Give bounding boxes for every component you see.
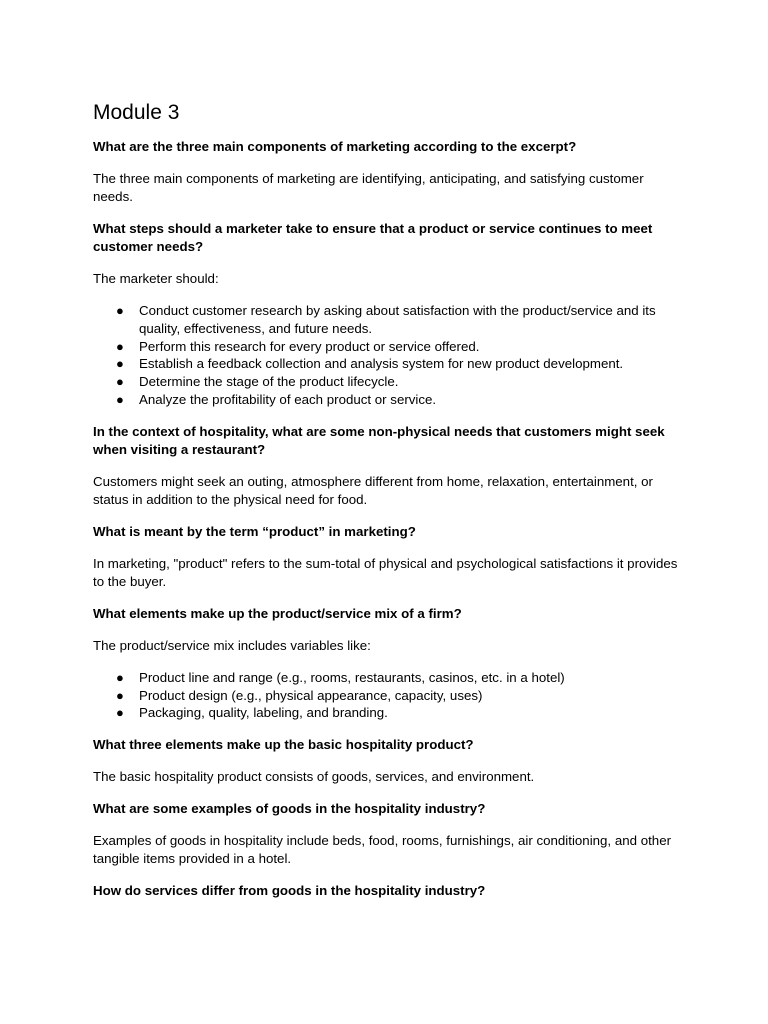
bullet-list-1 [93,302,683,409]
question-0: What are the three main components of marketing according to the excerpt? [93,139,577,154]
list-item [93,704,683,722]
list-item [93,391,683,409]
answer-2: Customers might seek an outing, atmosphere different from home, relaxation, entertainment, or status in addition to the physical need for food. [93,473,653,507]
question-2: In the context of hospitality, what are some non-physical needs that customers might seek when visiting a restaurant? [93,423,665,457]
answer-4: The product/service mix includes variables like: [93,637,371,653]
bullet-icon: ● [116,338,124,354]
bullet-icon: ● [116,687,124,703]
bullet-icon: ● [116,391,124,407]
list-item [93,338,683,356]
answer-3: In marketing, "product" refers to the sum-total of physical and psychological satisfactions it provides to the buyer. [93,555,678,589]
list-item-text: Conduct customer research by asking about satisfaction with the product/service and its quality, effectiveness, and future needs. [139,303,656,336]
list-item-text: Product line and range (e.g., rooms, restaurants, casinos, etc. in a hotel) [139,669,565,685]
question-5: What three elements make up the basic hospitality product? [93,737,474,753]
list-item-text: Packaging, quality, labeling, and branding. [139,705,388,721]
list-item-text: Product design (e.g., physical appearance, capacity, uses) [139,687,483,703]
list-item-text: Establish a feedback collection and analysis system for new product development. [139,356,624,372]
list-item-text: Perform this research for every product or service offered. [139,338,480,354]
question-6: What are some examples of goods in the hospitality industry? [93,801,486,817]
question-1: What steps should a marketer take to ensure that a product or service continues to meet customer needs? [93,221,653,254]
answer-6: Examples of goods in hospitality include beds, food, rooms, furnishings, air conditioning, and other tangible items provided in a hotel. [93,833,672,867]
bullet-icon: ● [116,374,124,390]
list-item-text: Analyze the profitability of each product or service. [139,391,437,407]
answer-0: The three main components of marketing are identifying, anticipating, and satisfying customer needs. [93,171,644,204]
list-item [93,355,683,373]
question-3: What is meant by the term “product” in marketing? [93,523,416,539]
page-title: Module 3 [93,101,180,124]
document-page [93,100,683,914]
answer-5: The basic hospitality product consists of goods, services, and environment. [93,769,535,785]
list-item [93,687,683,705]
list-item [93,302,683,338]
bullet-icon: ● [116,356,124,372]
bullet-icon: ● [116,303,124,318]
bullet-icon: ● [116,669,124,685]
list-item [93,373,683,391]
answer-1: The marketer should: [93,271,219,286]
question-4: What elements make up the product/service mix of a firm? [93,605,462,621]
bullet-list-4 [93,669,683,722]
question-7: How do services differ from goods in the hospitality industry? [93,883,486,899]
list-item-text: Determine the stage of the product lifecycle. [139,374,399,390]
bullet-icon: ● [116,705,124,721]
list-item [93,669,683,687]
